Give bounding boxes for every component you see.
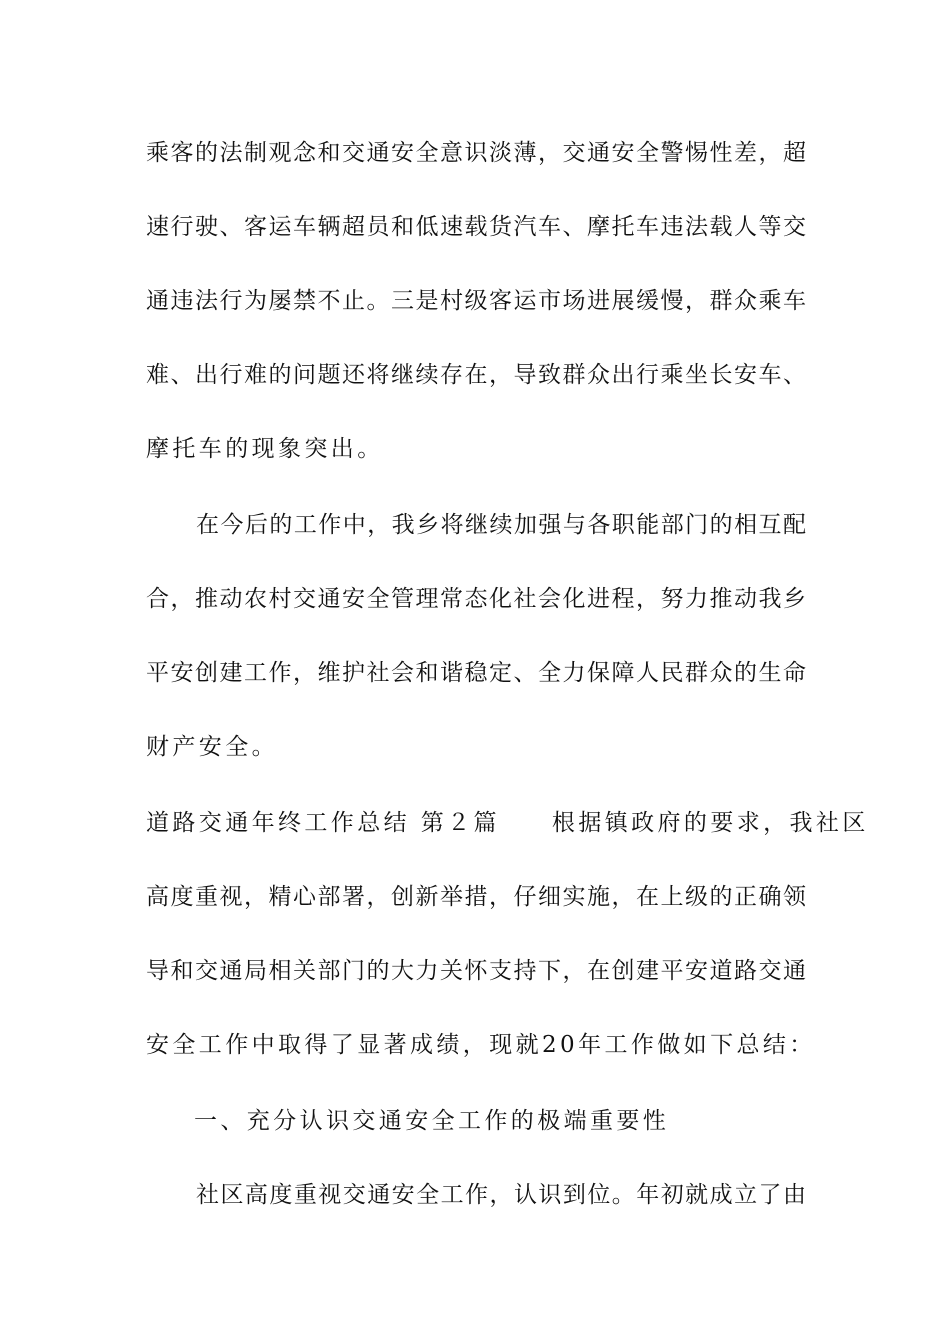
text-line-1: 乘客的法制观念和交通安全意识淡薄，交通安全警惕性差，超 <box>146 140 806 166</box>
text-line-9: 财产安全。 <box>146 734 278 760</box>
text-line-11: 高度重视，精心部署，创新举措，仔细实施，在上级的正确领 <box>146 884 806 910</box>
paragraph-indent-line-1: 在今后的工作中，我乡将继续加强与各职能部门的相互配 <box>196 512 806 538</box>
section-intro-text: 根据镇政府的要求，我社区 <box>551 810 869 836</box>
section-heading-line <box>146 808 869 838</box>
text-line-12: 导和交通局相关部门的大力关怀支持下，在创建平安道路交通 <box>146 958 806 984</box>
text-line-5: 摩托车的现象突出。 <box>146 436 384 462</box>
text-line-2: 速行驶、客运车辆超员和低速载货汽车、摩托车违法载人等交 <box>146 214 806 240</box>
text-line-8: 平安创建工作，维护社会和谐稳定、全力保障人民群众的生命 <box>146 660 806 686</box>
section-title: 道路交通年终工作总结 第２篇 <box>146 810 500 836</box>
subheading-one: 一、充分认识交通安全工作的极端重要性 <box>194 1108 670 1134</box>
text-line-13: 安全工作中取得了显著成绩，现就20年工作做如下总结： <box>146 1032 816 1058</box>
text-line-7: 合，推动农村交通安全管理常态化社会化进程，努力推动我乡 <box>146 586 806 612</box>
text-line-4: 难、出行难的问题还将继续存在，导致群众出行乘坐长安车、 <box>146 362 806 388</box>
text-line-3: 通违法行为屡禁不止。三是村级客运市场进展缓慢，群众乘车 <box>146 288 806 314</box>
paragraph-indent-line-2: 社区高度重视交通安全工作，认识到位。年初就成立了由 <box>196 1182 806 1208</box>
